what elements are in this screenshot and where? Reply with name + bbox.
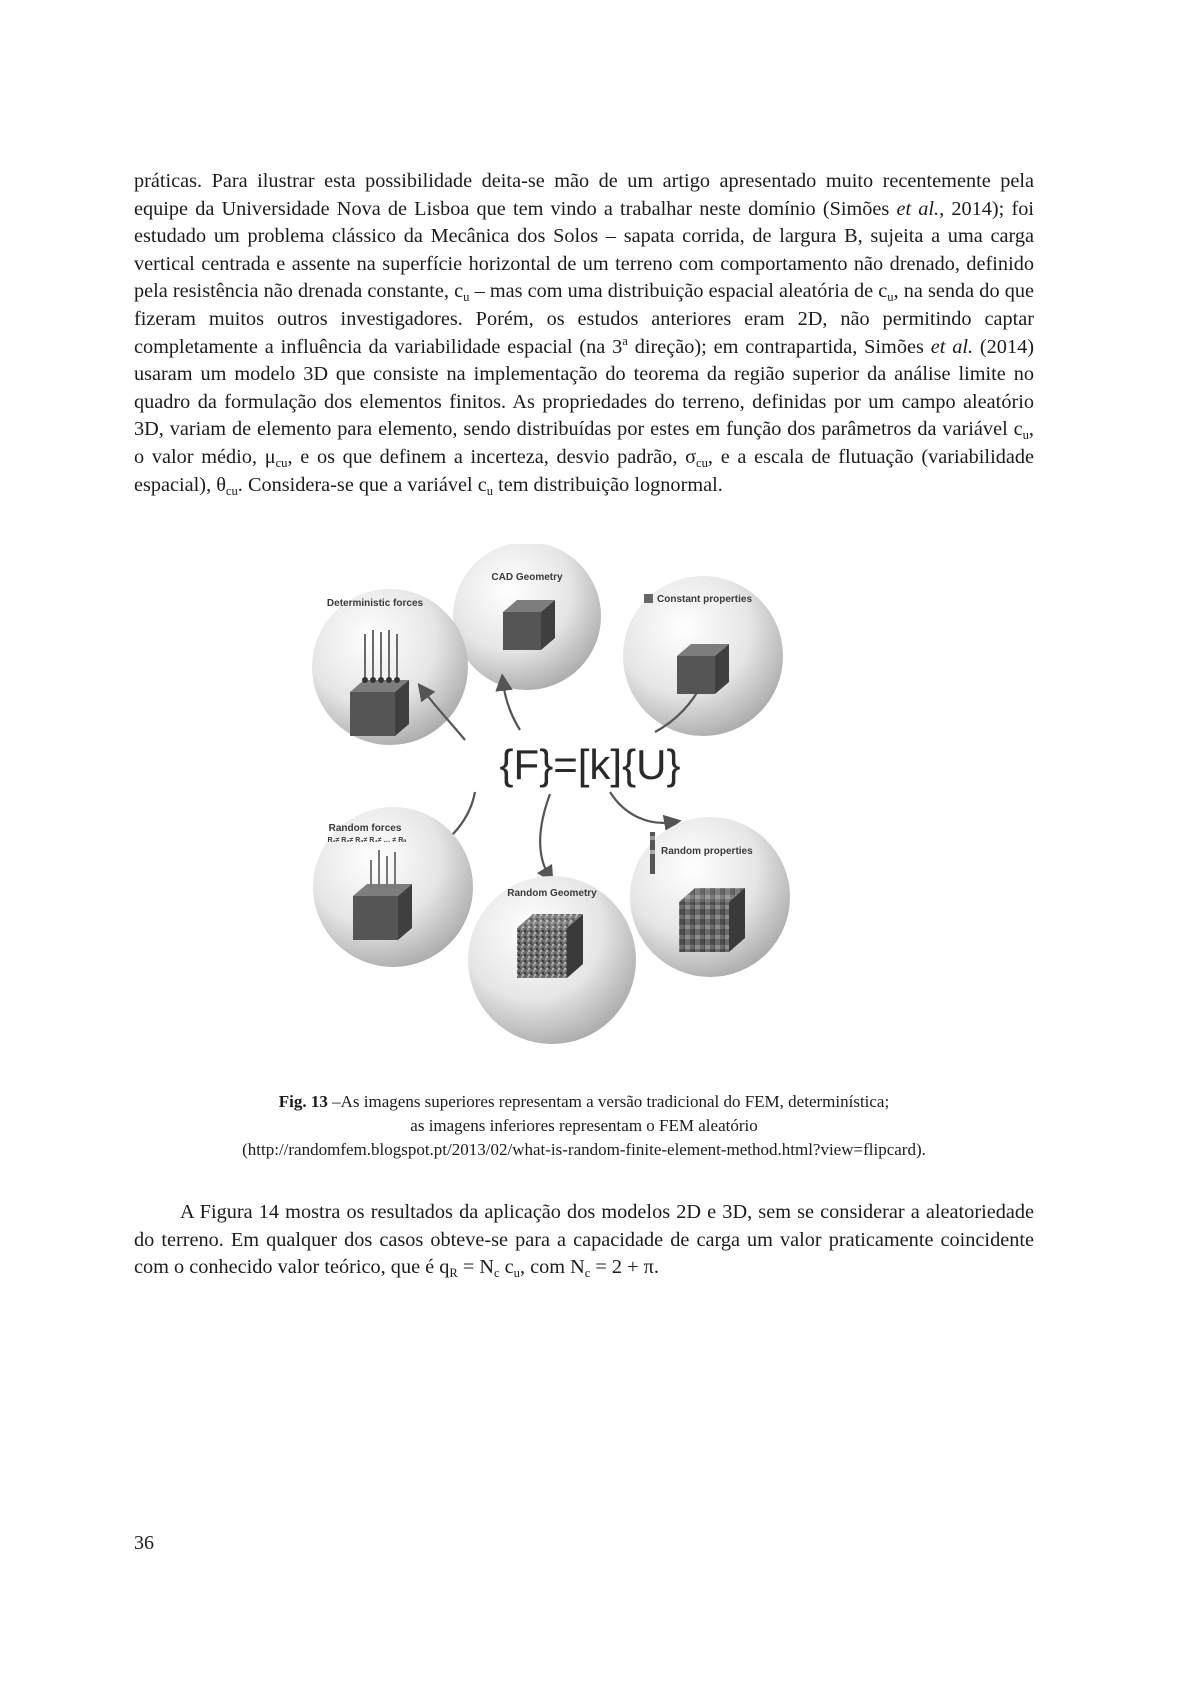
random-properties-cube (679, 888, 745, 952)
random-properties-colorbar (650, 832, 655, 874)
deterministic-forces-bubble (312, 589, 468, 745)
random-properties-bubble (630, 817, 790, 977)
cad-geometry-label: CAD Geometry (491, 572, 563, 583)
caption-line-2: as imagens inferiores representam o FEM aleatório (410, 1116, 758, 1135)
figure-caption (134, 1090, 1034, 1162)
caption-line-3: (http://randomfem.blogspot.pt/2013/02/what-is-random-finite-element-method.html?view=flipcard). (242, 1140, 926, 1159)
fem-diagram-figure (305, 544, 865, 1060)
cad-geometry-cube (503, 600, 555, 650)
caption-line-1: –As imagens superiores representam a versão tradicional do FEM, determinística; (327, 1092, 890, 1111)
body-paragraph-1: práticas. Para ilustrar esta possibilidade deita-se mão de um artigo apresentado muito recentemente pela equipe da Universidade Nova de Lisboa que tem vindo a trabalhar neste domínio (Simões et al., 2014); foi estudado um problema clássico da Mecânica dos Solos – sapata corrida, de largura B, sujeita a uma carga vertical centrada e assente na superfície horizontal de um terreno com comportamento não drenado, definido pela resistência não drenada constante, $c_u$ – mas com uma distribuição espacial aleatória de $c_u$, na senda do que fizeram muitos outros investigadores. Porém, os estudos anteriores eram 2D, não permitindo captar completamente a influência da variabilidade espacial (na 3$^a$ direção); em contrapartida, Simões et al. (2014) usaram um modelo 3D que consiste na implementação do teorema da região superior da análise limite no quadro da formulação dos elementos finitos. As propriedades do terreno, definidas por um campo aleatório 3D, variam de elemento para elemento, sendo distribuídas por estes em função dos parâmetros da variável $c_u$, o valor médio, $\mu_{cu}$, e os que definem a incerteza, desvio padrão, $\sigma_{cu}$, e a escala de flutuação (variabilidade espacial), $\theta_{cu}$. Considera-se que a variável $c_u$ tem distribuição lognormal. (134, 170, 1034, 498)
random-geometry-label: Random Geometry (507, 888, 597, 899)
constant-properties-label: Constant properties (657, 594, 753, 605)
random-geometry-bubble (468, 876, 636, 1044)
random-forces-label: Random forces (328, 823, 402, 834)
random-forces-sublabel: R₁≠ R₂≠ R₃≠ R₄≠ … ≠ Rₙ (327, 837, 407, 844)
caption-label: Fig. 13 (278, 1092, 328, 1111)
constant-properties-bubble (623, 576, 783, 736)
page-number: 36 (134, 1532, 154, 1554)
legend-square (644, 594, 653, 603)
cad-geometry-bubble (453, 544, 601, 690)
random-geometry-cube (517, 914, 583, 978)
random-forces-bubble (313, 807, 473, 967)
random-properties-label: Random properties (661, 846, 753, 857)
fem-equation: {F}=[k]{U} (499, 741, 681, 788)
constant-properties-cube (677, 644, 729, 694)
deterministic-forces-label: Deterministic forces (326, 598, 424, 609)
body-paragraph-2: A Figura 14 mostra os resultados da aplicação dos modelos 2D e 3D, sem se considerar a aleatoriedade do terreno. Em qualquer dos casos obteve-se para a capacidade de carga um valor praticamente coincidente com o conhecido valor teórico, que é $q_R = N_c$ $c_u$, com $N_c = 2 + \pi$. (134, 1201, 1034, 1281)
